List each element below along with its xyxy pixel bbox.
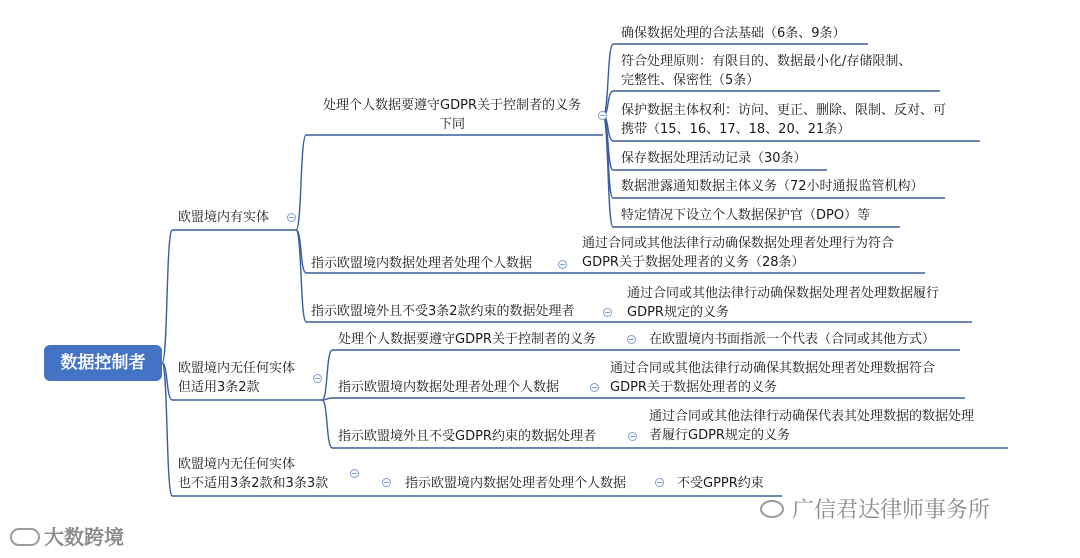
- b2-instruct-out-detail-line2[interactable]: 者履行GDPR规定的义务: [649, 428, 790, 443]
- branch-no-entity-not-applies-line1[interactable]: 欧盟境内无任何实体: [178, 457, 296, 472]
- leaf-rights-line2[interactable]: 携带（15、16、17、18、20、21条）: [621, 122, 851, 137]
- b1-instruct-out-detail-line2[interactable]: GDPR规定的义务: [627, 305, 729, 320]
- b1-instruct-in[interactable]: 指示欧盟境内数据处理者处理个人数据: [311, 256, 533, 271]
- watermark-logo-icon: [10, 528, 40, 546]
- collapse-icon[interactable]: [590, 383, 599, 392]
- b2-instruct-in-detail-line2[interactable]: GDPR关于数据处理者的义务: [610, 380, 777, 395]
- leaf-rights-line1[interactable]: 保护数据主体权利：访问、更正、删除、限制、反对、可: [621, 103, 947, 118]
- collapse-icon[interactable]: [287, 213, 296, 222]
- leaf-legal-basis[interactable]: 确保数据处理的合法基础（6条、9条）: [621, 26, 846, 41]
- branch-no-entity-applies-3-2-line1[interactable]: 欧盟境内无任何实体: [178, 361, 296, 376]
- b2-instruct-out-detail-line1[interactable]: 通过合同或其他法律行动确保代表其处理数据的数据处理: [649, 409, 975, 424]
- watermark-left-text: 大数跨境: [44, 525, 124, 549]
- wechat-icon: [760, 500, 784, 518]
- b2-instruct-in-detail-line1[interactable]: 通过合同或其他法律行动确保其数据处理者处理数据符合: [610, 361, 936, 376]
- b1-instruct-in-detail-line1[interactable]: 通过合同或其他法律行动确保数据处理者处理行为符合: [582, 236, 895, 251]
- collapse-icon[interactable]: [603, 308, 612, 317]
- watermark-right: [760, 496, 990, 526]
- b1-instruct-out-detail-line1[interactable]: 通过合同或其他法律行动确保数据处理者处理数据履行: [627, 286, 940, 301]
- root-node[interactable]: 数据控制者: [44, 345, 162, 381]
- b2-obligations[interactable]: 处理个人数据要遵守GDPR关于控制者的义务: [338, 332, 596, 347]
- b2-instruct-out[interactable]: 指示欧盟境外且不受GDPR约束的数据处理者: [338, 429, 596, 444]
- b3-instruct-in[interactable]: 指示欧盟境内数据处理者处理个人数据: [405, 476, 627, 491]
- leaf-principles-line1[interactable]: 符合处理原则：有限目的、数据最小化/存储限制、: [621, 54, 912, 69]
- b2-representative[interactable]: 在欧盟境内书面指派一个代表（合同或其他方式）: [649, 332, 936, 347]
- collapse-icon[interactable]: [628, 432, 637, 441]
- leaf-records[interactable]: 保存数据处理活动记录（30条）: [621, 151, 807, 166]
- branch-eu-entity[interactable]: 欧盟境内有实体: [178, 210, 270, 225]
- collapse-icon[interactable]: [598, 111, 607, 120]
- b2-instruct-in[interactable]: 指示欧盟境内数据处理者处理个人数据: [338, 380, 560, 395]
- b1-obligations-line1[interactable]: 处理个人数据要遵守GDPR关于控制者的义务: [323, 98, 581, 113]
- collapse-icon[interactable]: [382, 478, 391, 487]
- collapse-icon[interactable]: [313, 374, 322, 383]
- branch-no-entity-not-applies-line2[interactable]: 也不适用3条2款和3条3款: [178, 476, 329, 491]
- branch-no-entity-applies-3-2-line2[interactable]: 但适用3条2款: [178, 380, 260, 395]
- collapse-icon[interactable]: [350, 469, 359, 478]
- watermark-left: [10, 524, 124, 550]
- leaf-breach-notice[interactable]: 数据泄露通知数据主体义务（72小时通报监管机构）: [621, 179, 924, 194]
- b1-obligations-line2[interactable]: 下同: [438, 117, 465, 132]
- leaf-principles-line2[interactable]: 完整性、保密性（5条）: [621, 73, 760, 88]
- b1-instruct-out[interactable]: 指示欧盟境外且不受3条2款约束的数据处理者: [311, 304, 575, 319]
- b3-not-bound[interactable]: 不受GPPR约束: [677, 476, 764, 491]
- b1-instruct-in-detail-line2[interactable]: GDPR关于数据处理者的义务（28条）: [582, 255, 805, 270]
- collapse-icon[interactable]: [655, 478, 664, 487]
- leaf-dpo[interactable]: 特定情况下设立个人数据保护官（DPO）等: [621, 208, 871, 223]
- watermark-right-text: 广信君达律师事务所: [792, 498, 991, 523]
- collapse-icon[interactable]: [627, 335, 636, 344]
- collapse-icon[interactable]: [558, 260, 567, 269]
